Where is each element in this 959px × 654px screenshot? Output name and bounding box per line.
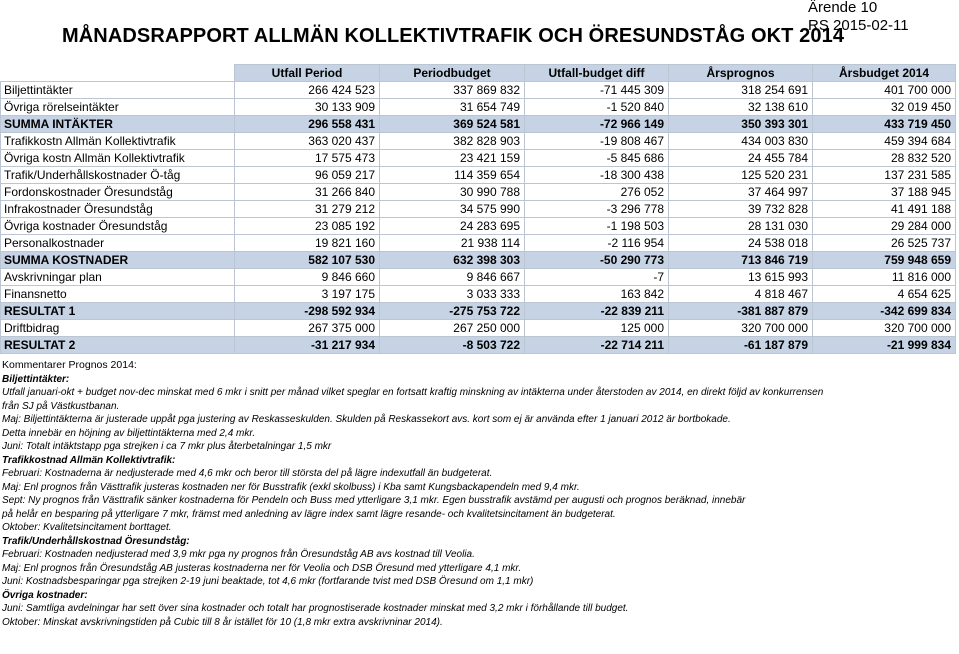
case-number: Ärende 10 [808, 0, 878, 16]
table-cell: 41 491 188 [813, 201, 956, 218]
table-cell: 24 455 784 [669, 150, 813, 167]
table-row [1, 150, 956, 167]
table-row [1, 116, 956, 133]
table-cell: 11 816 000 [813, 269, 956, 286]
table-cell: 28 131 030 [669, 218, 813, 235]
row-label: Finansnetto [1, 286, 235, 303]
comments-section [2, 359, 952, 629]
table-cell: 29 284 000 [813, 218, 956, 235]
table-cell: -22 714 211 [525, 337, 669, 354]
table-cell: -342 699 834 [813, 303, 956, 320]
table-row [1, 269, 956, 286]
table-cell: 24 283 695 [380, 218, 525, 235]
table-cell: 37 188 945 [813, 184, 956, 201]
table-row [1, 320, 956, 337]
table-cell: -3 296 778 [525, 201, 669, 218]
table-row [1, 99, 956, 116]
table-cell: 459 394 684 [813, 133, 956, 150]
table-cell: 28 832 520 [813, 150, 956, 167]
table-cell: 267 375 000 [235, 320, 380, 337]
table-row [1, 286, 956, 303]
comment-line: Juni: Totalt intäktstapp pga strejken i ca 7 mkr plus återbetalningar 1,5 mkr [2, 441, 332, 452]
page-title: MÅNADSRAPPORT ALLMÄN KOLLEKTIVTRAFIK OCH ÖRESUNDSTÅG OKT 2014 [62, 25, 845, 47]
comments-title: Kommentarer Prognos 2014: [2, 359, 137, 371]
table-cell: 434 003 830 [669, 133, 813, 150]
table-cell: 32 019 450 [813, 99, 956, 116]
row-label: Avskrivningar plan [1, 269, 235, 286]
comment-line: Sept: Ny prognos från Västtrafik sänker kostnaderna för Pendeln och Buss med ytterligare 3,1 mkr. Egen busstrafik avstämd per augusti och prognos beräknad, innebär [2, 495, 746, 506]
table-cell: 31 266 840 [235, 184, 380, 201]
table-cell: 26 525 737 [813, 235, 956, 252]
row-label: Trafikkostn Allmän Kollektivtrafik [1, 133, 235, 150]
column-header: Utfall Period [235, 65, 380, 82]
table-row [1, 337, 956, 354]
table-row [1, 252, 956, 269]
table-cell: -22 839 211 [525, 303, 669, 320]
table-cell: 23 085 192 [235, 218, 380, 235]
table-cell: 9 846 660 [235, 269, 380, 286]
comment-line: Juni: Kostnadsbesparingar pga strejken 2-19 juni beaktade, tot 4,6 mkr (fortfarande tvist med DSB Öresund om 1,1 mkr) [2, 576, 534, 587]
row-label: Infrakostnader Öresundståg [1, 201, 235, 218]
table-cell: 320 700 000 [669, 320, 813, 337]
table-cell: 24 538 018 [669, 235, 813, 252]
table-cell: 32 138 610 [669, 99, 813, 116]
table-cell: -275 753 722 [380, 303, 525, 320]
column-header: Årsprognos [669, 65, 813, 82]
table-cell: 23 421 159 [380, 150, 525, 167]
table-header-row [1, 65, 956, 82]
row-label: Fordonskostnader Öresundståg [1, 184, 235, 201]
comment-line: Juni: Samtliga avdelningar har sett över sina kostnader och totalt har prognostiserade kostnader minskat med 3,2 mkr i förhållande till budget. [2, 603, 629, 614]
row-label: Trafik/Underhållskostnader Ö-tåg [1, 167, 235, 184]
table-cell: 4 654 625 [813, 286, 956, 303]
row-label: RESULTAT 2 [1, 337, 235, 354]
table-row [1, 167, 956, 184]
table-cell: 276 052 [525, 184, 669, 201]
table-cell: 137 231 585 [813, 167, 956, 184]
table-cell: 363 020 437 [235, 133, 380, 150]
table-cell: 632 398 303 [380, 252, 525, 269]
table-row [1, 201, 956, 218]
table-cell: 31 654 749 [380, 99, 525, 116]
table-cell: -8 503 722 [380, 337, 525, 354]
table-cell: 582 107 530 [235, 252, 380, 269]
table-cell: 96 059 217 [235, 167, 380, 184]
table-cell: 296 558 431 [235, 116, 380, 133]
table-cell: 267 250 000 [380, 320, 525, 337]
table-cell: 337 869 832 [380, 82, 525, 99]
document-date: RS 2015-02-11 [808, 17, 909, 34]
comment-heading: Övriga kostnader: [2, 589, 88, 601]
table-row [1, 218, 956, 235]
table-cell: -31 217 934 [235, 337, 380, 354]
table-row [1, 133, 956, 150]
table-cell: -71 445 309 [525, 82, 669, 99]
table-row [1, 235, 956, 252]
row-label: Personalkostnader [1, 235, 235, 252]
table-cell: 37 464 997 [669, 184, 813, 201]
table-cell: 125 000 [525, 320, 669, 337]
row-label: RESULTAT 1 [1, 303, 235, 320]
table-cell: 13 615 993 [669, 269, 813, 286]
report-table [0, 64, 956, 354]
table-cell: 433 719 450 [813, 116, 956, 133]
table-cell: 21 938 114 [380, 235, 525, 252]
comment-line: Maj: Enl prognos från Västtrafik justeras kostnaden ner för Busstrafik (exkl skolbuss) i Kba samt Kungsbackapendeln med 9,4 mkr. [2, 481, 580, 493]
table-cell: 320 700 000 [813, 320, 956, 337]
table-cell: 163 842 [525, 286, 669, 303]
table-cell: 39 732 828 [669, 201, 813, 218]
row-label: SUMMA INTÄKTER [1, 116, 235, 133]
table-cell: 30 133 909 [235, 99, 380, 116]
table-cell: 713 846 719 [669, 252, 813, 269]
table-cell: 34 575 990 [380, 201, 525, 218]
table-cell: -2 116 954 [525, 235, 669, 252]
table-cell: 382 828 903 [380, 133, 525, 150]
table-cell: -50 290 773 [525, 252, 669, 269]
row-label: Driftbidrag [1, 320, 235, 337]
comment-heading: Trafik/Underhållskostnad Öresundståg: [2, 535, 190, 547]
comment-heading: Trafikkostnad Allmän Kollektivtrafik: [2, 454, 176, 466]
table-cell: -1 198 503 [525, 218, 669, 235]
table-cell: 19 821 160 [235, 235, 380, 252]
table-cell: -381 887 879 [669, 303, 813, 320]
comment-line: från SJ på Västkustbanan. [2, 400, 120, 412]
row-label: Biljettintäkter [1, 82, 235, 99]
row-label: SUMMA KOSTNADER [1, 252, 235, 269]
table-cell: 4 818 467 [669, 286, 813, 303]
table-row [1, 184, 956, 201]
table-cell: 3 197 175 [235, 286, 380, 303]
table-cell: -5 845 686 [525, 150, 669, 167]
table-cell: -7 [525, 269, 669, 286]
table-cell: 31 279 212 [235, 201, 380, 218]
table-cell: 759 948 659 [813, 252, 956, 269]
table-cell: -21 999 834 [813, 337, 956, 354]
row-label: Övriga kostn Allmän Kollektivtrafik [1, 150, 235, 167]
comment-line: Detta innebär en höjning av biljettintäkterna med 2,4 mkr. [2, 427, 256, 439]
row-label: Övriga rörelseintäkter [1, 99, 235, 116]
comment-line: Maj: Enl prognos från Öresundståg AB justeras kostnaderna ner för Veolia och DSB Öresund med ytterligare 4,1 mkr. [2, 562, 522, 574]
column-header: Utfall-budget diff [525, 65, 669, 82]
table-cell: -61 187 879 [669, 337, 813, 354]
comment-line: Februari: Kostnaderna är nedjusterade med 4,6 mkr och beror till största del på lägre indexutfall än budgeterat. [2, 468, 493, 479]
table-cell: 3 033 333 [380, 286, 525, 303]
table-cell: 9 846 667 [380, 269, 525, 286]
table-cell: -18 300 438 [525, 167, 669, 184]
comment-line: Maj: Biljettintäkterna är justerade uppåt pga justering av Reskasseskulden. Skulden på Reskassekort avs. kort som ej är använda efter 1 januari 2012 är bortbokade. [2, 414, 731, 425]
table-cell: 401 700 000 [813, 82, 956, 99]
table-cell: 369 524 581 [380, 116, 525, 133]
table-cell: -19 808 467 [525, 133, 669, 150]
column-header: Periodbudget [380, 65, 525, 82]
table-row [1, 303, 956, 320]
comment-heading: Biljettintäkter: [2, 373, 70, 385]
comment-line: på helår en besparing på ytterligare 7 mkr, främst med anledning av lägre index samt lägre resande- och kvalitetsincitament än budgeterat. [2, 508, 616, 520]
table-cell: -1 520 840 [525, 99, 669, 116]
table-cell: 350 393 301 [669, 116, 813, 133]
comment-line: Utfall januari-okt + budget nov-dec minskat med 6 mkr i snitt per månad vilket speglar en fortsatt kraftig minskning av intäkterna under återstoden av 2014, en direkt följd av konkurrensen [2, 387, 824, 398]
table-cell: 114 359 654 [380, 167, 525, 184]
comment-line: Oktober: Kvalitetsincitament borttaget. [2, 522, 172, 533]
comment-line: Februari: Kostnaden nedjusterad med 3,9 mkr pga ny prognos från Öresundståg AB avs kostnad till Veolia. [2, 549, 475, 560]
table-cell: -72 966 149 [525, 116, 669, 133]
header-blank [1, 65, 235, 82]
table-cell: -298 592 934 [235, 303, 380, 320]
table-cell: 266 424 523 [235, 82, 380, 99]
row-label: Övriga kostnader Öresundståg [1, 218, 235, 235]
comment-line: Oktober: Minskat avskrivningstiden på Cubic till 8 år istället för 10 (1,8 mkr extra avskrivninar 2014). [2, 616, 443, 628]
table-cell: 17 575 473 [235, 150, 380, 167]
table-cell: 125 520 231 [669, 167, 813, 184]
table-row [1, 82, 956, 99]
table-cell: 30 990 788 [380, 184, 525, 201]
table-cell: 318 254 691 [669, 82, 813, 99]
column-header: Årsbudget 2014 [813, 65, 956, 82]
